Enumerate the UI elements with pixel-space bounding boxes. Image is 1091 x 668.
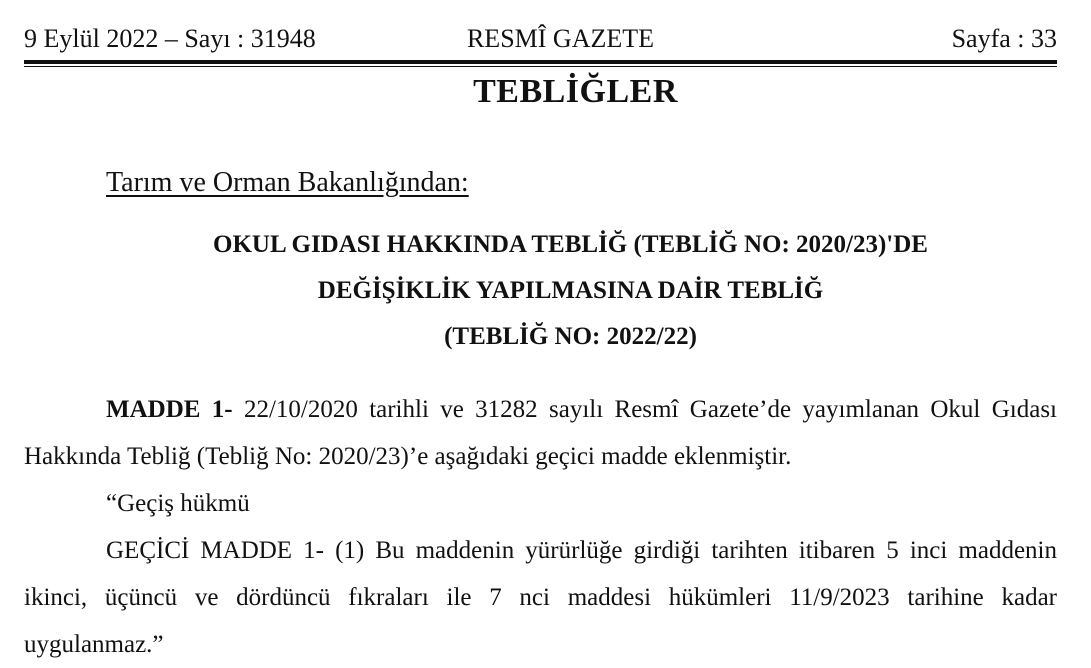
document-title-line-3: (TEBLİĞ NO: 2022/22) [444,323,697,350]
article-1 [24,386,1057,480]
article-1-label: MADDE 1- [106,396,233,423]
section-title: TEBLİĞLER [473,73,678,110]
page-number: Sayfa : 33 [951,24,1057,53]
issue-date-number: 9 Eylül 2022 – Sayı : 31948 [24,24,316,53]
header-rule-thick [24,60,1057,64]
header-rule-thin [24,66,1057,67]
document-title [24,222,1057,360]
ministry-name: Tarım ve Orman Bakanlığından: [106,167,469,198]
page-header [24,22,1057,56]
document-title-line-1: OKUL GIDASI HAKKINDA TEBLİĞ (TEBLİĞ NO: 2020/23)'DE [213,231,928,258]
article-1-text: 22/10/2020 tarihli ve 31282 sayılı Resmî Gazete’de yayımlanan Okul Gıdası Hakkında Tebliğ (Tebliğ No: 2020/23)’e aşağıdaki geçici madde eklenmiştir. [24,396,1057,470]
publication-name: RESMÎ GAZETE [466,24,655,53]
transition-heading: “Geçiş hükmü [106,490,250,517]
temporary-article-1: GEÇİCİ MADDE 1- (1) Bu maddenin yürürlüğe girdiği tarihten itibaren 5 inci maddenin ikinci, üçüncü ve dördüncü fıkraları ile 7 nci maddesi hükümleri 11/9/2023 tarihine kadar uygulanmaz.” [24,537,1057,658]
document-body [24,386,1057,668]
document-title-line-2: DEĞİŞİKLİK YAPILMASINA DAİR TEBLİĞ [317,277,824,304]
